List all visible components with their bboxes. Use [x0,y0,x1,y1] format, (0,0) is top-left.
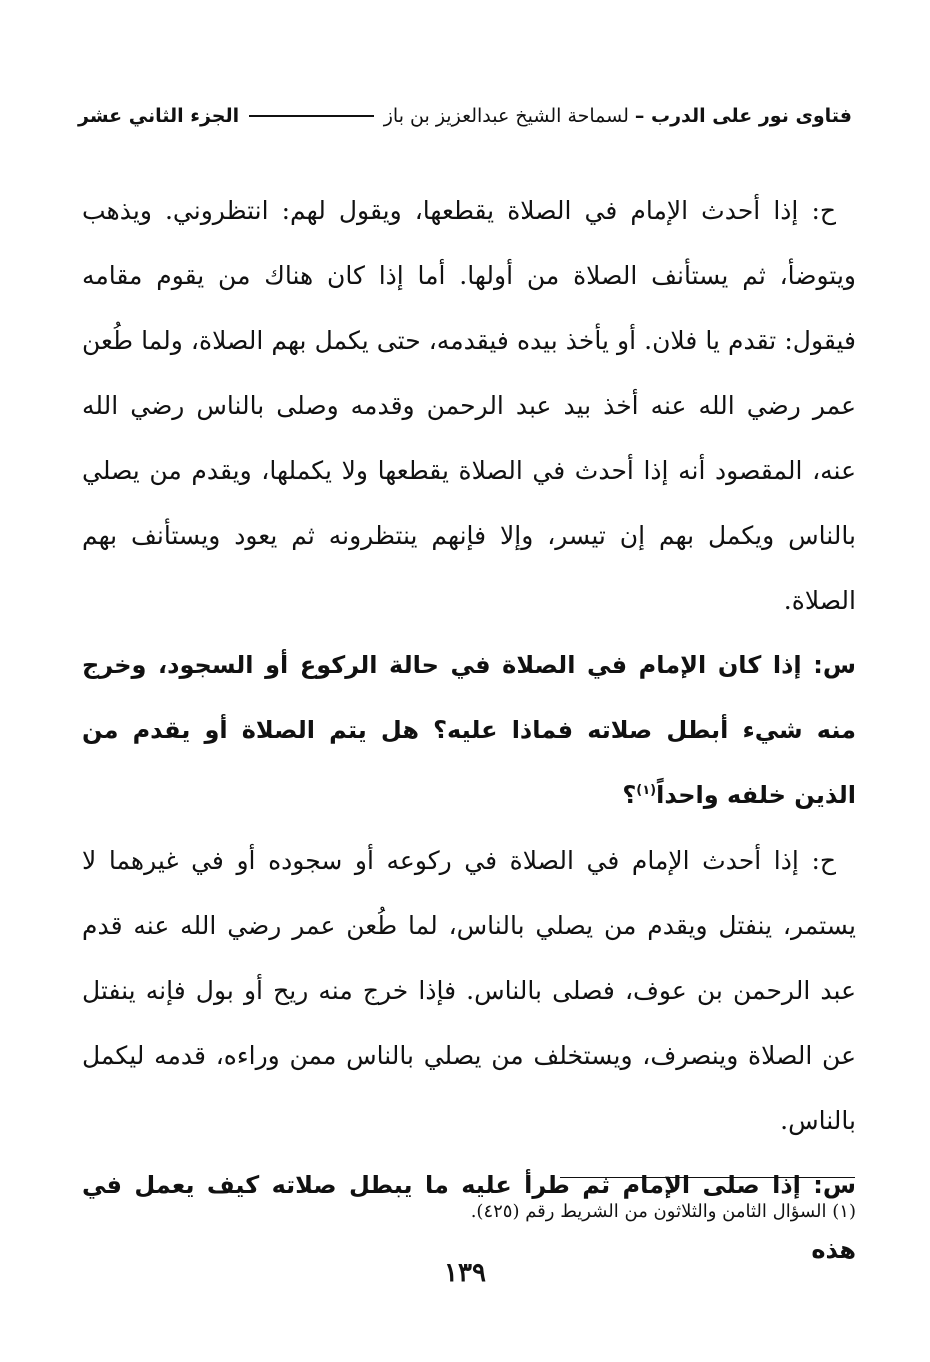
header-rule [249,115,374,117]
question-label: س: [813,1171,856,1199]
answer-paragraph [82,828,856,1153]
footnote-reference: (١) [636,783,657,798]
answer-text: إذا أحدث الإمام في الصلاة في ركوعه أو سجوده أو في غيرهما لا يستمر، ينفتل ويقدم من يصلي بالناس، لما طُعن عمر رضي الله عنه قدم عبد الرحمن بن عوف، فصلى بالناس. فإذا خرج منه ريح أو بول فإنه ينفتل عن الصلاة وينصرف، ويستخلف من يصلي بالناس ممن وراءه، قدمه ليكمل بالناس. [82,846,857,1135]
header-author: لسماحة الشيخ عبدالعزيز بن باز [383,105,629,127]
footnote-separator [560,1177,855,1178]
question-text: إذا كان الإمام في الصلاة في حالة الركوع أو السجود، وخرج منه شيء أبطل صلاته فماذا عليه؟ هل يتم الصلاة أو يقدم من الذين خلفه واحداً [82,651,856,809]
header-book-title: فتاوى نور على الدرب – [634,105,852,127]
question-paragraph [82,633,856,828]
body-text [82,178,856,1283]
question-label: س: [813,651,856,679]
answer-label: ح: [811,196,836,225]
running-header [78,96,852,136]
question-end-mark: ؟ [622,781,637,809]
answer-text: إذا أحدث الإمام في الصلاة يقطعها، ويقول لهم: انتظروني. ويذهب ويتوضأ، ثم يستأنف الصلاة من أولها. أما إذا كان هناك من يقوم مقامه فيقول: تقدم يا فلان. أو يأخذ بيده فيقدمه، حتى يكمل بهم الصلاة، ولما طُعن عمر رضي الله عنه أخذ بيد عبد الرحمن وقدمه وصلى بالناس رضي الله عنه، المقصود أنه إذا أحدث في الصلاة يقطعها ولا يكملها، ويقدم من يصلي بالناس ويكمل بهم إن تيسر، وإلا فإنهم ينتظرونه ثم يعود ويستأنف بهم الصلاة. [82,196,856,615]
header-part: الجزء الثاني عشر [78,105,240,127]
footnote: (١) السؤال الثامن والثلاثون من الشريط رقم (٤٢٥). [470,1201,856,1222]
question-text: إذا صلى الإمام ثم طرأ عليه ما يبطل صلاته كيف يعمل في هذه [82,1171,856,1264]
page-number: ١٣٩ [444,1258,486,1288]
answer-paragraph [82,178,856,633]
answer-label: ح: [811,846,836,875]
